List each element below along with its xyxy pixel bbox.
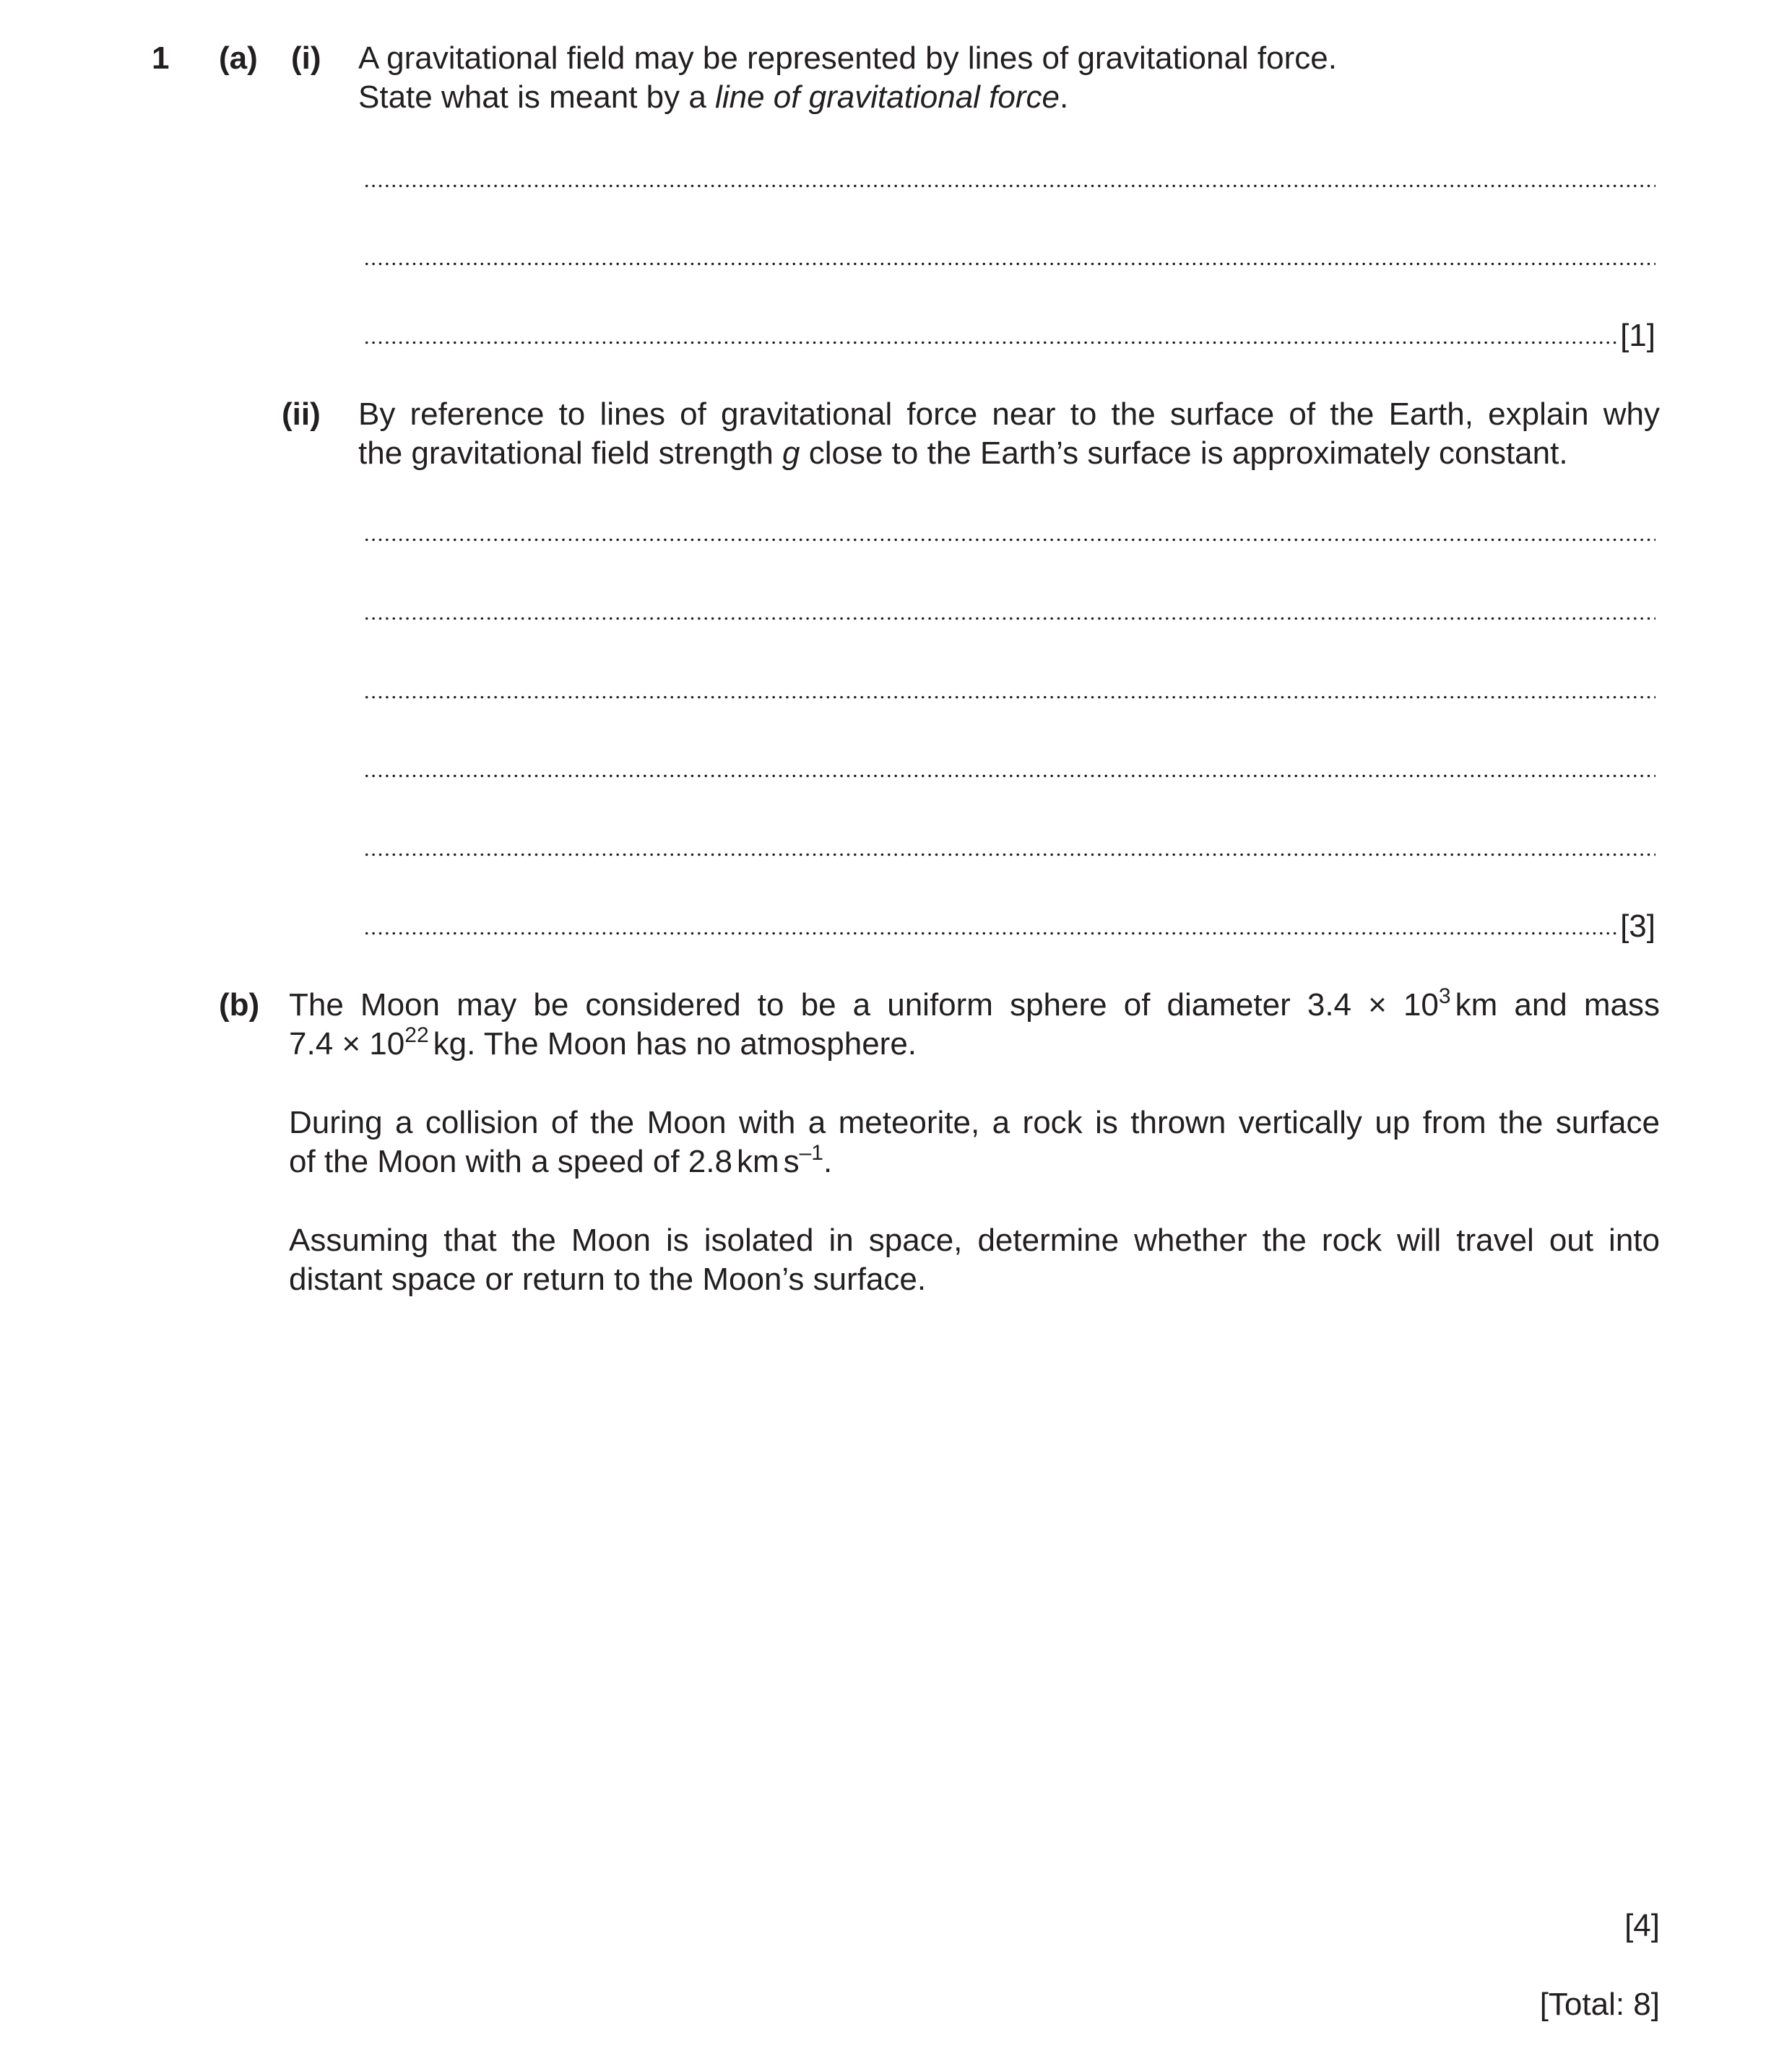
part-b-p3-line-2: distant space or return to the Moon’s surface. (289, 1262, 927, 1297)
answer-line[interactable] (363, 671, 1655, 710)
answer-line[interactable] (363, 316, 1655, 355)
answer-line[interactable] (363, 750, 1655, 789)
question-number: 1 (152, 40, 170, 76)
part-a-i-label: (i) (291, 40, 321, 76)
working-space[interactable] (289, 1322, 1660, 1885)
answer-line[interactable] (363, 907, 1655, 946)
part-b-marks: [4] (1624, 1908, 1660, 1943)
emphasis-term: line of gravitational force (715, 79, 1060, 115)
total-marks: [Total: 8] (1539, 1987, 1660, 2022)
answer-line[interactable] (363, 592, 1655, 631)
part-b-p1-line-2: $7.4 \times 10^{22}$ kg. The Moon has no atmosphere. (289, 1023, 917, 1062)
answer-line[interactable] (363, 238, 1655, 277)
part-a-ii-label: (ii) (282, 396, 321, 432)
part-b-p2-line-2: of the Moon with a speed of 2.8 km $s^{-1}$. (289, 1141, 833, 1179)
part-a-i-line-1: A gravitational field may be represented by lines of gravitational force. (358, 40, 1337, 76)
part-a-label: (a) (219, 40, 258, 76)
part-b-p1-line-1: The Moon may be considered to be a uniform sphere of diameter $3.4 \times 10^3$ km and mass (289, 984, 1660, 1023)
answer-line[interactable] (363, 160, 1655, 199)
part-b-p3-line-1: Assuming that the Moon is isolated in space, determine whether the rock will travel out into (289, 1223, 1660, 1258)
part-b-label: (b) (219, 987, 260, 1023)
marks-allocation: [3] (1620, 908, 1655, 944)
part-a-ii-line-2: the gravitational field strength g close to the Earth’s surface is approximately constant. (358, 435, 1568, 471)
part-a-ii-line-1: By reference to lines of gravitational force near to the surface of the Earth, explain why (358, 396, 1660, 432)
part-b-p2-line-1: During a collision of the Moon with a meteorite, a rock is thrown vertically up from the surface (289, 1105, 1660, 1140)
answer-line[interactable] (363, 828, 1655, 867)
variable-g: g (782, 435, 800, 471)
answer-line[interactable] (363, 513, 1655, 552)
part-a-i-line-2: State what is meant by a line of gravitational force. (358, 79, 1069, 115)
marks-allocation: [1] (1620, 318, 1655, 353)
